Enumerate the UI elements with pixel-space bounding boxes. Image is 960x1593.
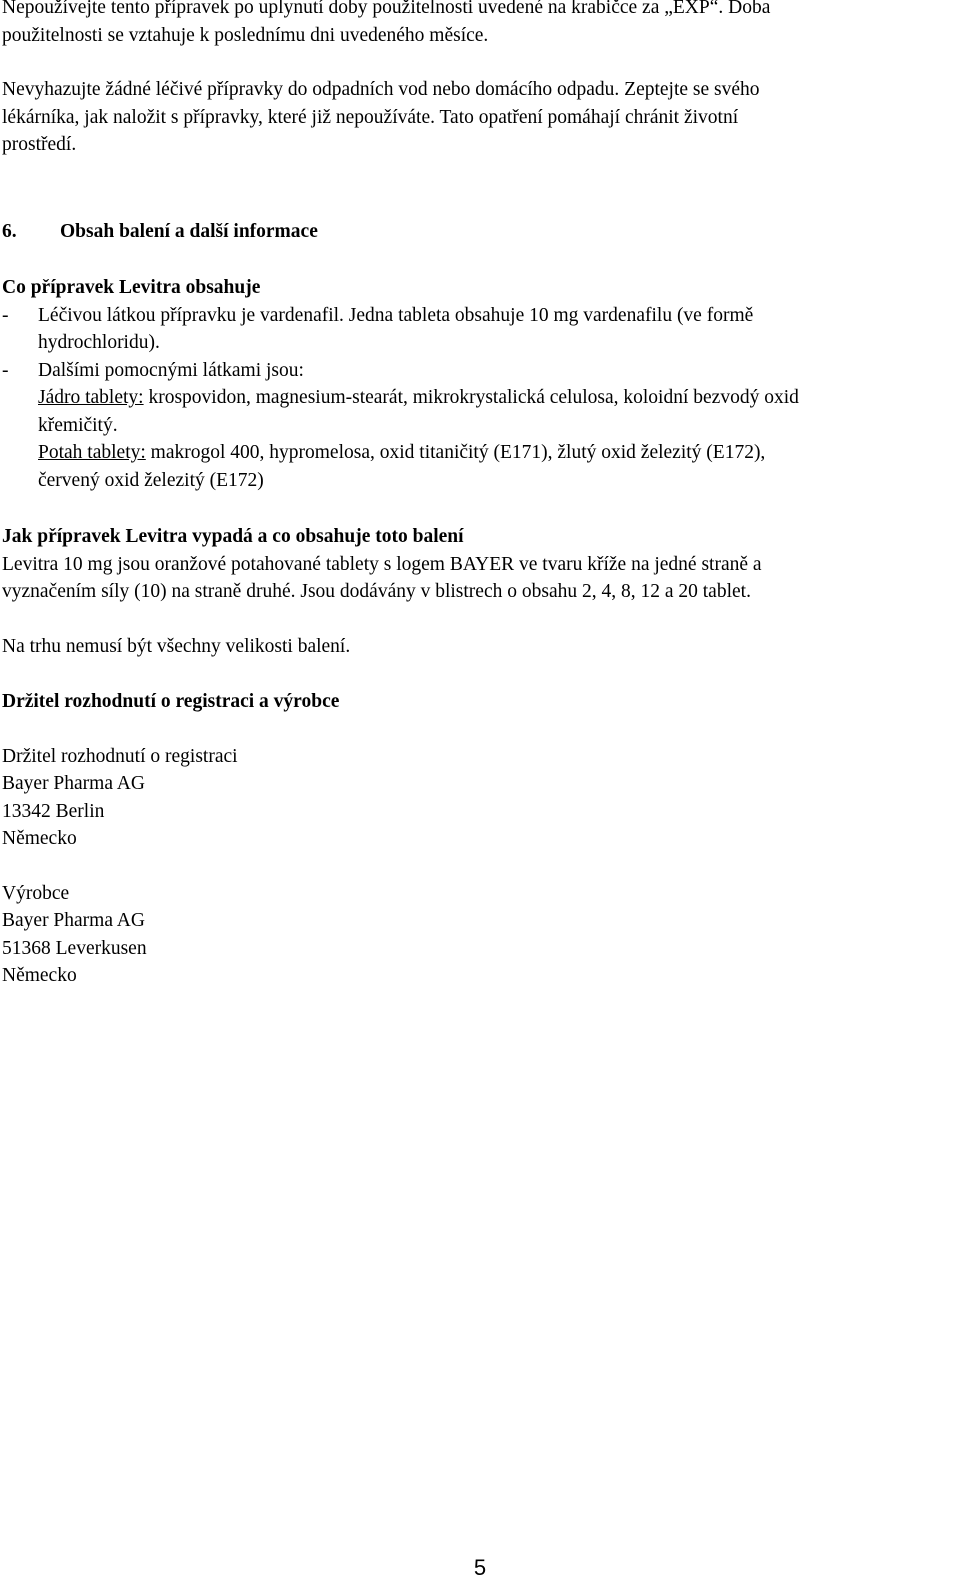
holder-section-heading: Držitel rozhodnutí o registraci a výrobce (2, 691, 340, 712)
manufacturer-company: Bayer Pharma AG (2, 910, 145, 931)
core-label: Jádro tablety: (38, 387, 144, 408)
coating-label: Potah tablety: (38, 442, 146, 463)
disposal-line-2: lékárníka, jak naložit s přípravky, které již nepoužíváte. Tato opatření pomáhají chránit životní (2, 106, 739, 128)
core-paragraph (2, 384, 952, 439)
appearance-line-2: vyznačením síly (10) na straně druhé. Jsou dodávány v blistrech o obsahu 2, 4, 8, 12 a 20 tablet. (2, 581, 751, 602)
coating-line-2: červený oxid železitý (E172) (38, 469, 264, 491)
holder-country: Německo (2, 828, 77, 849)
section-title: Obsah balení a další informace (60, 220, 318, 242)
section-6-heading (2, 218, 952, 246)
core-line-1 (38, 387, 799, 408)
bullet-dash: - (2, 359, 9, 381)
section-number: 6. (2, 220, 17, 242)
disposal-line-1: Nevyhazujte žádné léčivé přípravky do odpadních vod nebo domácího odpadu. Zeptejte se svého (2, 79, 760, 100)
expiry-paragraph (2, 0, 952, 49)
coating-paragraph (2, 439, 952, 494)
core-text: krospovidon, magnesium-stearát, mikrokrystalická celulosa, koloidní bezvodý oxid (143, 387, 799, 408)
bullet-dash: - (2, 304, 9, 326)
active-line-2: hydrochloridu). (38, 332, 160, 353)
coating-text: makrogol 400, hypromelosa, oxid titaničitý (E171), žlutý oxid železitý (E172), (145, 442, 766, 463)
holder-block (2, 743, 952, 853)
holder-city: 13342 Berlin (2, 800, 105, 822)
holder-company: Bayer Pharma AG (2, 773, 145, 794)
pack-size-note: Na trhu nemusí být všechny velikosti balení. (2, 635, 351, 657)
manufacturer-block (2, 880, 952, 990)
manufacturer-city: 51368 Leverkusen (2, 937, 147, 959)
active-substance-item (2, 302, 952, 357)
appearance-paragraph (2, 551, 952, 606)
appearance-heading: Jak přípravek Levitra vypadá a co obsahuje toto balení (2, 526, 464, 547)
expiry-line-2: použitelnosti se vztahuje k poslednímu dni uvedeného měsíce. (2, 24, 489, 46)
manufacturer-country: Německo (2, 965, 77, 986)
active-substance-text (38, 302, 952, 357)
disposal-line-3: prostředí. (2, 134, 77, 155)
excipients-item (2, 357, 952, 385)
disposal-paragraph (2, 76, 952, 159)
expiry-line-1: Nepoužívejte tento přípravek po uplynutí doby použitelnosti uvedené na krabičce za „EXP“. Doba (2, 0, 771, 18)
holder-label: Držitel rozhodnutí o registraci (2, 745, 238, 767)
coating-line-1 (38, 442, 765, 463)
document-page (2, 0, 952, 990)
contents-heading: Co přípravek Levitra obsahuje (2, 277, 261, 298)
page-number: 5 (473, 1555, 487, 1580)
manufacturer-label: Výrobce (2, 882, 70, 904)
active-line-1: Léčivou látkou přípravku je vardenafil. Jedna tableta obsahuje 10 mg vardenafilu (ve formě (38, 304, 754, 326)
core-line-2: křemičitý. (38, 414, 118, 436)
excipients-intro: Dalšími pomocnými látkami jsou: (38, 359, 304, 381)
appearance-line-1: Levitra 10 mg jsou oranžové potahované tablety s logem BAYER ve tvaru kříže na jedné straně a (2, 553, 762, 575)
